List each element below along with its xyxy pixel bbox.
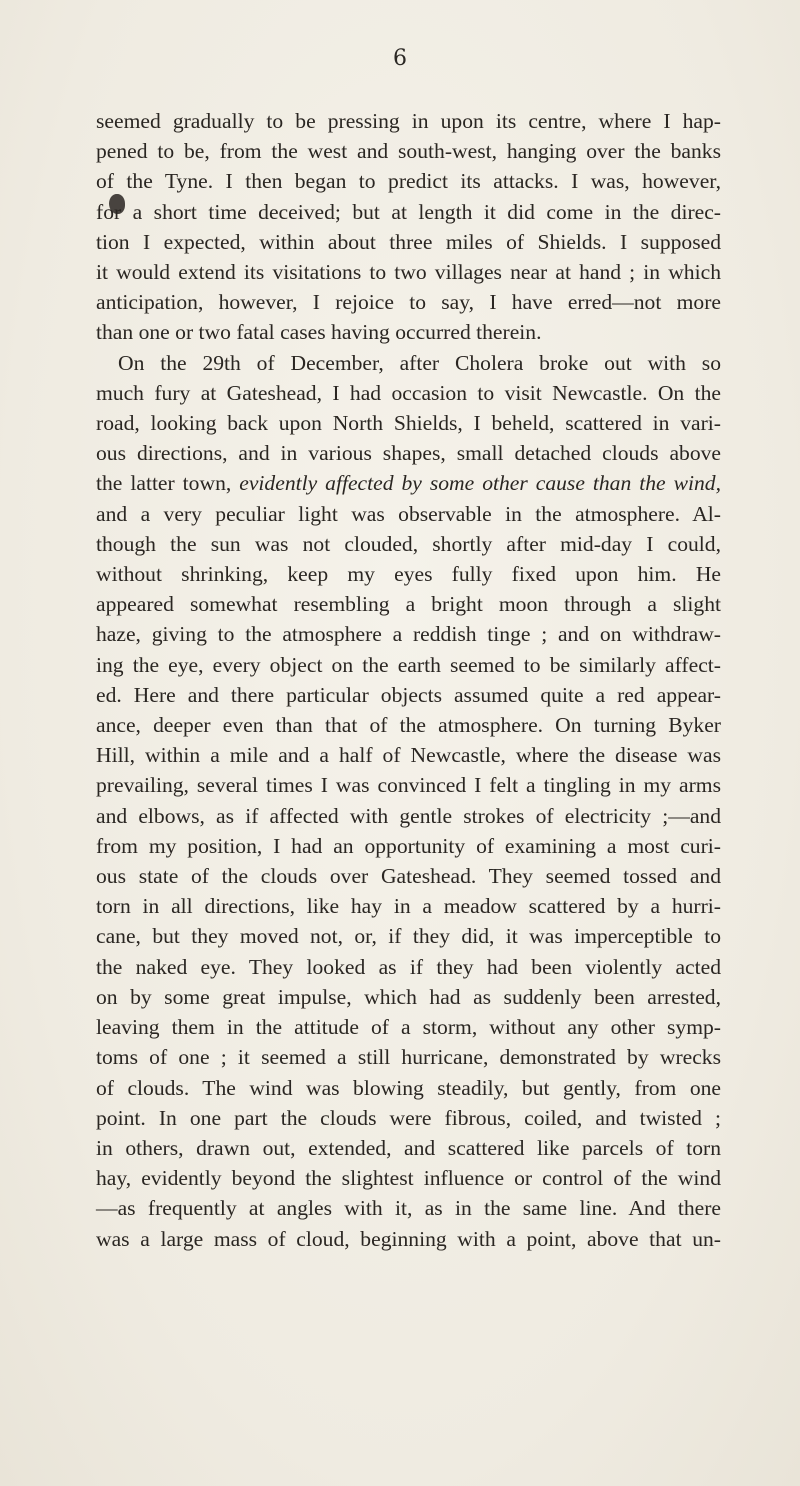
text-line: cane, but they moved not, or, if they did, it was imperceptible to [96,924,721,949]
text-line: Hill, within a mile and a half of Newcastle, where the disease was [96,743,721,768]
text-line: from my position, I had an opportunity of examining a most curi- [96,833,721,858]
text-line: ed. Here and there particular objects assumed quite a red appear- [96,682,721,707]
body-text [96,106,721,1254]
text-line: of the Tyne. I then began to predict its attacks. I was, however, [96,169,721,194]
text-line: ing the eye, every object on the earth seemed to be similarly affect- [96,652,721,677]
text-line: appeared somewhat resembling a bright moon through a slight [96,592,721,617]
text-line: and a very peculiar light was observable in the atmosphere. Al- [96,501,721,526]
text-line: though the sun was not clouded, shortly after mid-day I could, [96,531,721,556]
text-line: the naked eye. They looked as if they had been violently acted [96,954,721,979]
text-line: of clouds. The wind was blowing steadily, but gently, from one [96,1075,721,1100]
text-line: was a large mass of cloud, beginning with a point, above that un- [96,1226,721,1251]
text-line: leaving them in the attitude of a storm, without any other symp- [96,1015,721,1040]
text-line: ous directions, and in various shapes, small detached clouds above [96,441,721,466]
text-line: and elbows, as if affected with gentle strokes of electricity ;—and [96,803,721,828]
text-line: ance, deeper even than that of the atmosphere. On turning Byker [96,713,721,738]
text-line: —as frequently at angles with it, as in the same line. And there [96,1196,721,1221]
text-line: much fury at Gateshead, I had occasion to visit Newcastle. On the [96,380,721,405]
text-line: on by some great impulse, which had as suddenly been arrested, [96,984,721,1009]
text-line: toms of one ; it seemed a still hurricane, demonstrated by wrecks [96,1045,721,1070]
text-line: it would extend its visitations to two villages near at hand ; in which [96,260,721,285]
text-line: road, looking back upon North Shields, I beheld, scattered in vari- [96,411,721,436]
text-line: anticipation, however, I rejoice to say, I have erred—not more [96,290,721,315]
text-line: point. In one part the clouds were fibrous, coiled, and twisted ; [96,1105,721,1130]
text-line: hay, evidently beyond the slightest influence or control of the wind [96,1166,721,1191]
text-line: tion I expected, within about three miles of Shields. I supposed [96,229,721,254]
text-line: than one or two fatal cases having occurred therein. [96,320,542,345]
italic-phrase: evidently affected by some other cause than the wind, [239,471,722,496]
text-segment: the latter town, [96,471,232,496]
text-line: seemed gradually to be pressing in upon its centre, where I hap- [96,109,721,133]
text-line-mixed [96,468,721,498]
text-line: prevailing, several times I was convinced I felt a tingling in my arms [96,773,721,798]
text-line: without shrinking, keep my eyes fully fixed upon him. He [96,562,721,587]
text-line: in others, drawn out, extended, and scattered like parcels of torn [96,1135,721,1160]
page-number: 6 [393,46,407,71]
text-line: On the 29th of December, after Cholera broke out with so [118,350,721,375]
text-line: haze, giving to the atmosphere a reddish tinge ; and on withdraw- [96,622,721,647]
text-line: for a short time deceived; but at length it did come in the direc- [96,199,721,224]
text-line: torn in all directions, like hay in a meadow scattered by a hurri- [96,894,721,919]
text-line: ous state of the clouds over Gateshead. They seemed tossed and [96,864,721,889]
text-line: pened to be, from the west and south-west, hanging over the banks [96,139,721,164]
